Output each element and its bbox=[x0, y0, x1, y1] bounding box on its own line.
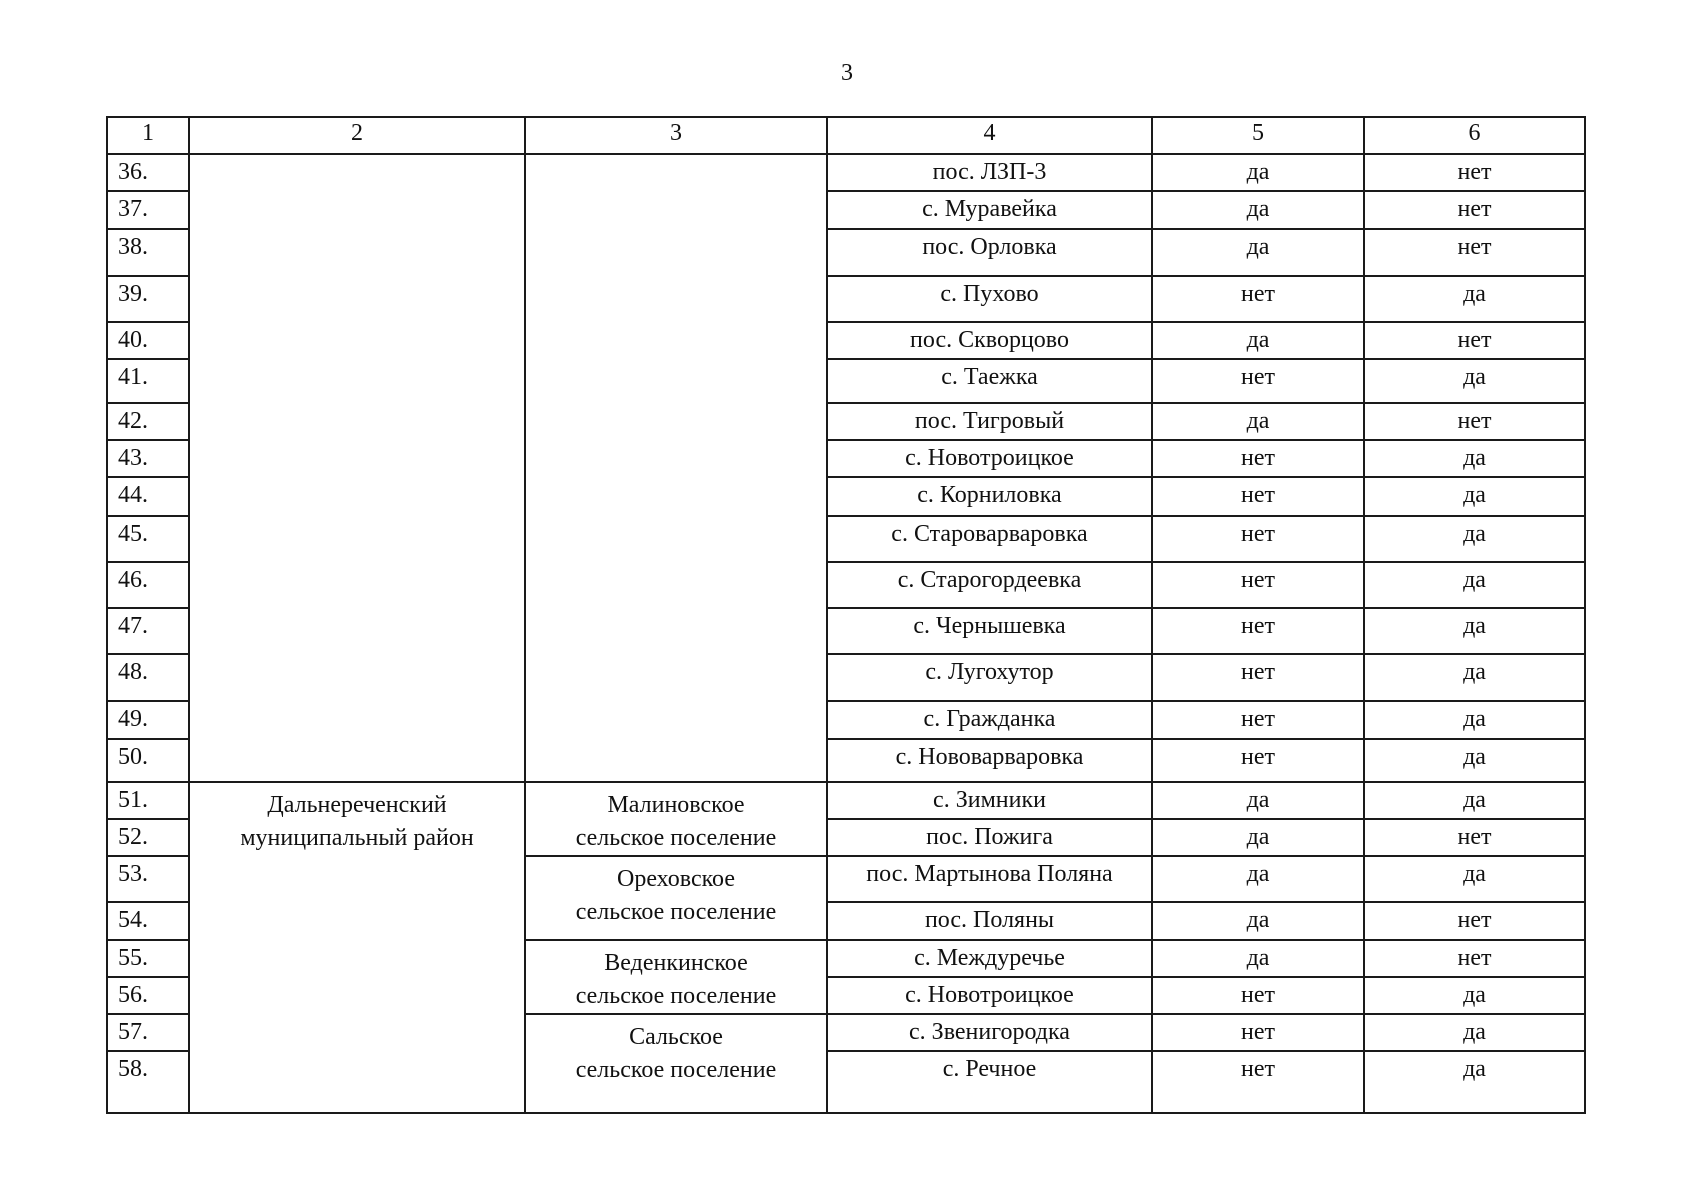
settlement-cell-empty bbox=[525, 154, 827, 782]
row-number: 47. bbox=[107, 608, 189, 654]
column-6-value: да bbox=[1364, 1051, 1585, 1113]
locality-cell: пос. Орловка bbox=[827, 229, 1152, 276]
column-6-value: да bbox=[1364, 477, 1585, 516]
column-6-value: да bbox=[1364, 562, 1585, 608]
column-5-value: да bbox=[1152, 940, 1364, 977]
column-6-value: да bbox=[1364, 1014, 1585, 1051]
column-5-value: нет bbox=[1152, 477, 1364, 516]
column-header-2: 2 bbox=[189, 117, 525, 154]
row-number: 58. bbox=[107, 1051, 189, 1113]
row-number: 53. bbox=[107, 856, 189, 902]
table-row bbox=[107, 782, 1585, 819]
row-number: 42. bbox=[107, 403, 189, 440]
row-number: 44. bbox=[107, 477, 189, 516]
locality-cell: с. Лугохутор bbox=[827, 654, 1152, 701]
column-6-value: да bbox=[1364, 701, 1585, 739]
locality-cell: с. Речное bbox=[827, 1051, 1152, 1113]
locality-cell: пос. Пожига bbox=[827, 819, 1152, 856]
row-number: 43. bbox=[107, 440, 189, 477]
locality-cell: пос. Мартынова Поляна bbox=[827, 856, 1152, 902]
row-number: 54. bbox=[107, 902, 189, 940]
row-number: 46. bbox=[107, 562, 189, 608]
column-5-value: нет bbox=[1152, 440, 1364, 477]
settlements-table bbox=[106, 116, 1586, 1114]
column-5-value: да bbox=[1152, 856, 1364, 902]
locality-cell: пос. Тигровый bbox=[827, 403, 1152, 440]
locality-cell: с. Новотроицкое bbox=[827, 440, 1152, 477]
locality-cell: с. Чернышевка bbox=[827, 608, 1152, 654]
settlement-cell bbox=[525, 782, 827, 856]
column-header-4: 4 bbox=[827, 117, 1152, 154]
column-5-value: нет bbox=[1152, 1014, 1364, 1051]
column-5-value: да bbox=[1152, 229, 1364, 276]
column-6-value: да bbox=[1364, 608, 1585, 654]
column-5-value: нет bbox=[1152, 701, 1364, 739]
row-number: 57. bbox=[107, 1014, 189, 1051]
column-6-value: нет bbox=[1364, 940, 1585, 977]
locality-cell: с. Новотроицкое bbox=[827, 977, 1152, 1014]
settlement-cell bbox=[525, 1014, 827, 1113]
settlement-type: сельское поселение bbox=[575, 899, 777, 925]
column-5-value: нет bbox=[1152, 359, 1364, 403]
column-6-value: нет bbox=[1364, 191, 1585, 229]
row-number: 37. bbox=[107, 191, 189, 229]
settlement-type: сельское поселение bbox=[575, 1057, 777, 1083]
locality-cell: с. Старогордеевка bbox=[827, 562, 1152, 608]
settlement-cell bbox=[525, 856, 827, 940]
header-row bbox=[107, 117, 1585, 154]
column-5-value: нет bbox=[1152, 562, 1364, 608]
settlement-name: Сальское bbox=[629, 1024, 723, 1050]
row-number: 50. bbox=[107, 739, 189, 782]
row-number: 41. bbox=[107, 359, 189, 403]
table-body bbox=[107, 117, 1585, 1113]
column-5-value: да bbox=[1152, 403, 1364, 440]
column-6-value: нет bbox=[1364, 229, 1585, 276]
row-number: 39. bbox=[107, 276, 189, 322]
row-number: 38. bbox=[107, 229, 189, 276]
row-number: 45. bbox=[107, 516, 189, 562]
district-name-line-2: муниципальный район bbox=[240, 825, 474, 851]
column-5-value: да bbox=[1152, 819, 1364, 856]
column-5-value: нет bbox=[1152, 977, 1364, 1014]
column-5-value: нет bbox=[1152, 608, 1364, 654]
locality-cell: с. Пухово bbox=[827, 276, 1152, 322]
locality-cell: с. Нововарваровка bbox=[827, 739, 1152, 782]
column-6-value: да bbox=[1364, 359, 1585, 403]
locality-cell: с. Междуречье bbox=[827, 940, 1152, 977]
page-number: 3 bbox=[841, 60, 853, 86]
district-cell-empty bbox=[189, 154, 525, 782]
column-5-value: да bbox=[1152, 782, 1364, 819]
locality-cell: пос. Скворцово bbox=[827, 322, 1152, 359]
locality-cell: с. Староварваровка bbox=[827, 516, 1152, 562]
row-number: 52. bbox=[107, 819, 189, 856]
column-6-value: нет bbox=[1364, 322, 1585, 359]
column-6-value: нет bbox=[1364, 819, 1585, 856]
column-6-value: да bbox=[1364, 276, 1585, 322]
column-header-5: 5 bbox=[1152, 117, 1364, 154]
settlement-type: сельское поселение bbox=[575, 983, 777, 1009]
column-header-6: 6 bbox=[1364, 117, 1585, 154]
column-6-value: да bbox=[1364, 977, 1585, 1014]
column-5-value: нет bbox=[1152, 654, 1364, 701]
settlement-name: Веденкинское bbox=[604, 950, 748, 976]
column-5-value: нет bbox=[1152, 739, 1364, 782]
locality-cell: с. Гражданка bbox=[827, 701, 1152, 739]
column-5-value: да bbox=[1152, 191, 1364, 229]
table-row bbox=[107, 154, 1585, 191]
row-number: 55. bbox=[107, 940, 189, 977]
locality-cell: пос. Поляны bbox=[827, 902, 1152, 940]
column-5-value: да bbox=[1152, 154, 1364, 191]
locality-cell: с. Зимники bbox=[827, 782, 1152, 819]
column-header-3: 3 bbox=[525, 117, 827, 154]
column-5-value: да bbox=[1152, 322, 1364, 359]
locality-cell: с. Муравейка bbox=[827, 191, 1152, 229]
column-6-value: нет bbox=[1364, 154, 1585, 191]
column-6-value: да bbox=[1364, 739, 1585, 782]
column-5-value: нет bbox=[1152, 516, 1364, 562]
column-header-1: 1 bbox=[107, 117, 189, 154]
column-6-value: да bbox=[1364, 516, 1585, 562]
column-6-value: да bbox=[1364, 782, 1585, 819]
row-number: 40. bbox=[107, 322, 189, 359]
column-6-value: да bbox=[1364, 440, 1585, 477]
settlement-cell bbox=[525, 940, 827, 1014]
locality-cell: с. Таежка bbox=[827, 359, 1152, 403]
district-name-line-1: Дальнереченский bbox=[267, 792, 447, 818]
row-number: 51. bbox=[107, 782, 189, 819]
settlement-name: Ореховское bbox=[617, 866, 735, 892]
locality-cell: с. Звенигородка bbox=[827, 1014, 1152, 1051]
locality-cell: с. Корниловка bbox=[827, 477, 1152, 516]
row-number: 48. bbox=[107, 654, 189, 701]
settlement-type: сельское поселение bbox=[575, 825, 777, 851]
column-6-value: нет bbox=[1364, 902, 1585, 940]
district-cell bbox=[189, 782, 525, 1113]
column-6-value: нет bbox=[1364, 403, 1585, 440]
row-number: 36. bbox=[107, 154, 189, 191]
column-5-value: нет bbox=[1152, 1051, 1364, 1113]
column-6-value: да bbox=[1364, 856, 1585, 902]
column-5-value: да bbox=[1152, 902, 1364, 940]
locality-cell: пос. ЛЗП-3 bbox=[827, 154, 1152, 191]
column-5-value: нет bbox=[1152, 276, 1364, 322]
settlement-name: Малиновское bbox=[607, 792, 745, 818]
row-number: 56. bbox=[107, 977, 189, 1014]
column-6-value: да bbox=[1364, 654, 1585, 701]
row-number: 49. bbox=[107, 701, 189, 739]
